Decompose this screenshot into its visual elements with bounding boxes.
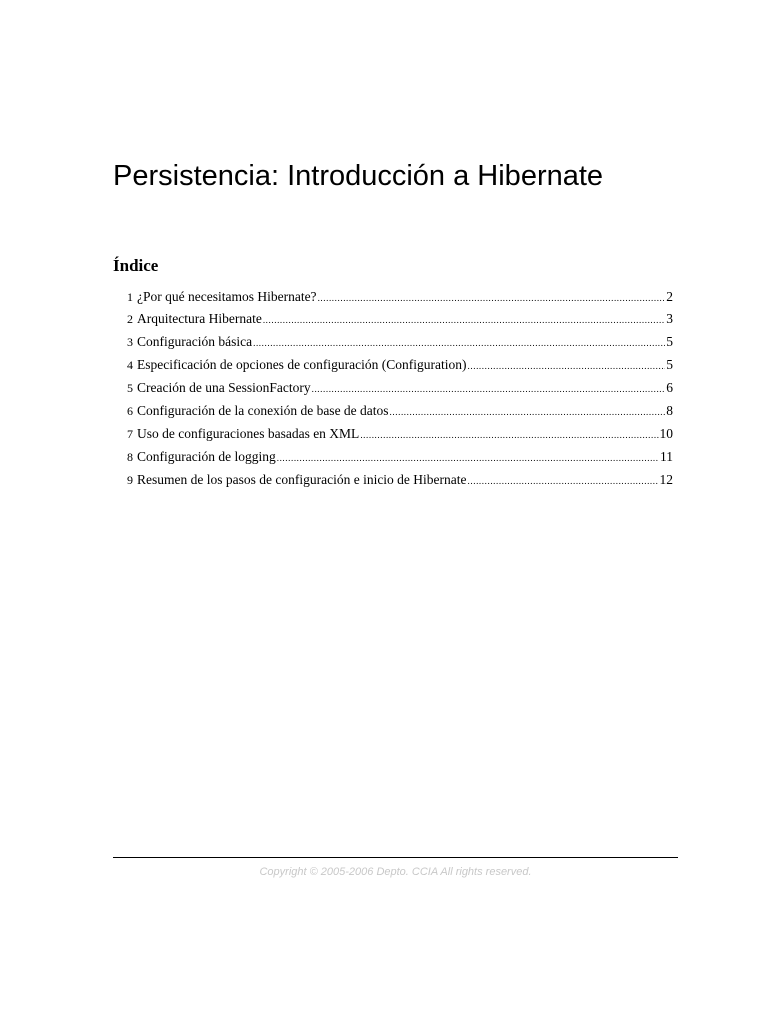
- toc-dot-leader: [277, 447, 659, 461]
- toc-entry-label: Creación de una SessionFactory: [137, 380, 311, 396]
- toc-entry-page: 10: [659, 425, 673, 441]
- toc-entry-number: 8: [127, 449, 133, 464]
- toc-entry-number: 2: [127, 312, 133, 327]
- toc-entry-label: Resumen de los pasos de configuración e inicio de Hibernate: [137, 471, 467, 487]
- table-of-contents: [127, 287, 673, 493]
- toc-entry-page: 5: [666, 357, 673, 373]
- toc-entry-number: 5: [127, 381, 133, 396]
- toc-entry-label: Especificación de opciones de configuración (Configuration): [137, 357, 467, 373]
- toc-dot-leader: [318, 287, 666, 301]
- toc-dot-leader: [390, 401, 666, 415]
- toc-entry-page: 5: [666, 334, 673, 350]
- toc-entry-number: 1: [127, 289, 133, 304]
- toc-entry-page: 3: [666, 311, 673, 327]
- toc-entry-page: 12: [659, 471, 673, 487]
- toc-entry-label: Configuración de logging: [137, 448, 276, 464]
- toc-dot-leader: [263, 310, 665, 324]
- toc-heading: Índice: [113, 256, 159, 275]
- toc-entry-number: 9: [127, 472, 133, 487]
- page-title: Persistencia: Introducción a Hibernate: [113, 160, 604, 192]
- toc-entry[interactable]: [127, 333, 673, 356]
- toc-entry-label: Uso de configuraciones basadas en XML: [137, 425, 360, 441]
- toc-entry[interactable]: [127, 287, 673, 310]
- toc-entry[interactable]: [127, 379, 673, 402]
- toc-entry[interactable]: [127, 470, 673, 493]
- toc-entry-label: Configuración de la conexión de base de datos: [137, 402, 389, 418]
- toc-entry-page: 8: [666, 402, 673, 418]
- toc-entry-page: 6: [666, 380, 673, 396]
- toc-entry-number: 4: [127, 358, 133, 373]
- toc-entry-number: 6: [127, 403, 133, 418]
- toc-entry-page: 11: [660, 448, 673, 464]
- toc-entry[interactable]: [127, 356, 673, 379]
- toc-entry-number: 7: [127, 426, 133, 441]
- toc-dot-leader: [312, 379, 666, 393]
- toc-entry-label: ¿Por qué necesitamos Hibernate?: [137, 288, 317, 304]
- toc-entry[interactable]: [127, 310, 673, 333]
- toc-entry-page: 2: [666, 288, 673, 304]
- footer-rule: [113, 857, 678, 858]
- toc-dot-leader: [360, 424, 658, 438]
- toc-dot-leader: [253, 333, 665, 347]
- toc-dot-leader: [468, 470, 659, 484]
- toc-dot-leader: [468, 356, 666, 370]
- footer-copyright: Copyright © 2005-2006 Depto. CCIA All rights reserved.: [259, 866, 532, 878]
- toc-entry-label: Configuración básica: [137, 334, 253, 350]
- toc-entry[interactable]: [127, 424, 673, 447]
- toc-entry[interactable]: [127, 401, 673, 424]
- toc-entry-number: 3: [127, 335, 133, 350]
- toc-entry[interactable]: [127, 447, 673, 470]
- toc-entry-label: Arquitectura Hibernate: [137, 311, 262, 327]
